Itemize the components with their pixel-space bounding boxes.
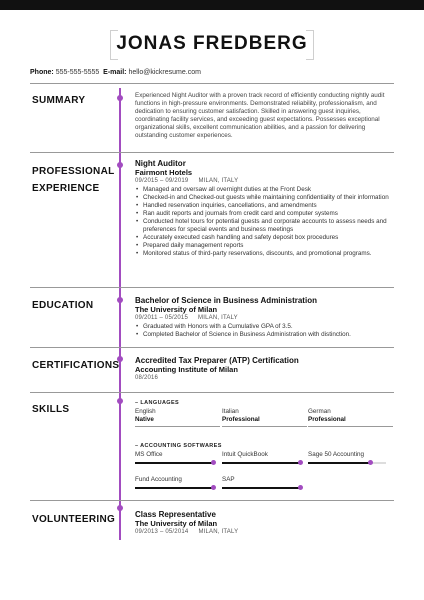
- education-section: [135, 296, 395, 339]
- software-name: Fund Accounting: [135, 476, 182, 483]
- degree-title: Bachelor of Science in Business Administration: [135, 296, 317, 305]
- contact-line: [30, 69, 201, 76]
- language-name: German: [308, 408, 331, 415]
- software-level-fill: [222, 487, 300, 489]
- language-level: Professional: [308, 416, 346, 423]
- volunteer-location: MILAN, ITALY: [198, 529, 239, 535]
- software-item: [135, 476, 213, 489]
- section-divider: [30, 392, 394, 393]
- skills-title: SKILLS: [32, 404, 70, 415]
- top-bar: [0, 0, 424, 10]
- certification-issuer: Accounting Institute of Milan: [135, 365, 238, 374]
- language-item: [308, 408, 393, 427]
- education-title: EDUCATION: [32, 300, 94, 311]
- job-location: MILAN, ITALY: [198, 178, 239, 184]
- experience-section: [135, 159, 395, 258]
- phone-label: Phone:: [30, 69, 54, 76]
- summary-title: SUMMARY: [32, 95, 86, 106]
- software-level-knob: [298, 460, 303, 465]
- software-level-bar: [135, 487, 213, 489]
- software-item: [222, 476, 300, 489]
- email-label: E-mail:: [103, 69, 127, 76]
- list-item: • Completed Bachelor of Science in Business Administration with distinction.: [135, 331, 395, 339]
- certification-name: Accredited Tax Preparer (ATP) Certification: [135, 356, 299, 365]
- volunteer-dates: 09/2013 – 05/2014: [135, 529, 189, 535]
- certification-date: 08/2016: [135, 375, 159, 381]
- summary-section: [135, 92, 395, 140]
- software-level-bar: [135, 462, 213, 464]
- timeline-dot-skills: [117, 398, 123, 404]
- list-item: • Prepared daily management reports: [135, 242, 395, 250]
- language-item: [222, 408, 307, 427]
- experience-title-line2: EXPERIENCE: [32, 183, 100, 194]
- languages-heading: – LANGUAGES: [135, 400, 180, 406]
- education-dates: 09/2011 – 05/2015: [135, 315, 189, 321]
- software-level-bar: [308, 462, 386, 464]
- email-value: hello@kickresume.com: [128, 69, 201, 76]
- school-name: The University of Milan: [135, 305, 218, 314]
- language-underline: [308, 426, 393, 427]
- section-divider: [30, 500, 394, 501]
- list-item: • Conducted hotel tours for potential guests and corporate accounts to assess needs and preferences for special events and business meetings: [135, 218, 395, 234]
- language-name: Italian: [222, 408, 239, 415]
- software-level-bar: [222, 462, 300, 464]
- software-item: [222, 451, 300, 464]
- experience-title-line1: PROFESSIONAL: [32, 166, 115, 177]
- list-item: • Handled reservation inquiries, cancellations, and amendments: [135, 202, 395, 210]
- list-item: • Graduated with Honors with a Cumulative GPA of 3.5.: [135, 323, 395, 331]
- section-divider: [30, 287, 394, 288]
- list-item: • Accurately executed cash handling and safety deposit box procedures: [135, 234, 395, 242]
- summary-text: Experienced Night Auditor with a proven track record of efficiently conducting nightly audit functions in high-pressure environments. Demonstrated reliability, professionalism, and dedication to ensuring customer satisfaction. Skilled in answering guest inquiries, coordinating facility services, and exceeding guest expectations. Possesses exceptional organizational skills, excellent communication abilities, and a passion for delivering outstanding customer experiences.: [135, 92, 385, 139]
- header-divider: [30, 83, 394, 84]
- software-level-fill: [222, 462, 300, 464]
- timeline-dot-experience: [117, 162, 123, 168]
- experience-title: [32, 163, 115, 197]
- software-level-knob: [368, 460, 373, 465]
- language-underline: [222, 426, 307, 427]
- software-item: [308, 451, 386, 464]
- education-bullets: [135, 323, 395, 339]
- language-level: Native: [135, 416, 154, 423]
- volunteering-section: [135, 510, 395, 537]
- list-item: • Monitored status of third-party reservations, discounts, and promotional programs.: [135, 250, 395, 258]
- timeline-dot-education: [117, 297, 123, 303]
- education-meta: [135, 314, 395, 323]
- timeline-dot-summary: [117, 95, 123, 101]
- list-item: • Ran audit reports and journals from credit card and computer systems: [135, 210, 395, 218]
- section-divider: [30, 152, 394, 153]
- language-item: [135, 408, 220, 427]
- certifications-title: CERTIFICATIONS: [32, 360, 120, 371]
- software-level-fill: [135, 462, 213, 464]
- software-level-knob: [298, 485, 303, 490]
- phone-value: 555-555-5555: [55, 69, 100, 76]
- timeline-line: [119, 88, 121, 540]
- education-location: MILAN, ITALY: [198, 315, 238, 321]
- software-name: MS Office: [135, 451, 163, 458]
- software-name: Sage 50 Accounting: [308, 451, 365, 458]
- software-level-bar: [222, 487, 300, 489]
- volunteer-meta: [135, 528, 395, 537]
- name-header: [110, 30, 314, 60]
- section-divider: [30, 347, 394, 348]
- software-level-fill: [135, 487, 213, 489]
- software-name: Intuit QuickBook: [222, 451, 268, 458]
- software-level-fill: [308, 462, 370, 464]
- volunteer-role: Class Representative: [135, 510, 216, 519]
- software-item: [135, 451, 213, 464]
- skills-section: [135, 399, 395, 494]
- software-name: SAP: [222, 476, 235, 483]
- language-name: English: [135, 408, 156, 415]
- job-meta: [135, 177, 395, 186]
- list-item: • Managed and oversaw all overnight duties at the Front Desk: [135, 186, 395, 194]
- job-org: Fairmont Hotels: [135, 168, 193, 177]
- software-level-knob: [211, 460, 216, 465]
- job-title: Night Auditor: [135, 159, 186, 168]
- list-item: • Checked-in and Checked-out guests while maintaining confidentiality of their information: [135, 194, 395, 202]
- job-bullets: [135, 186, 395, 258]
- volunteer-org: The University of Milan: [135, 519, 218, 528]
- language-underline: [135, 426, 220, 427]
- candidate-name: JONAS FREDBERG: [116, 33, 308, 54]
- language-level: Professional: [222, 416, 260, 423]
- software-heading: – ACCOUNTING SOFTWARES: [135, 443, 222, 449]
- job-dates: 09/2015 – 09/2019: [135, 178, 189, 184]
- timeline-dot-volunteering: [117, 505, 123, 511]
- software-level-knob: [211, 485, 216, 490]
- volunteering-title: VOLUNTEERING: [32, 514, 116, 525]
- certifications-section: [135, 356, 395, 383]
